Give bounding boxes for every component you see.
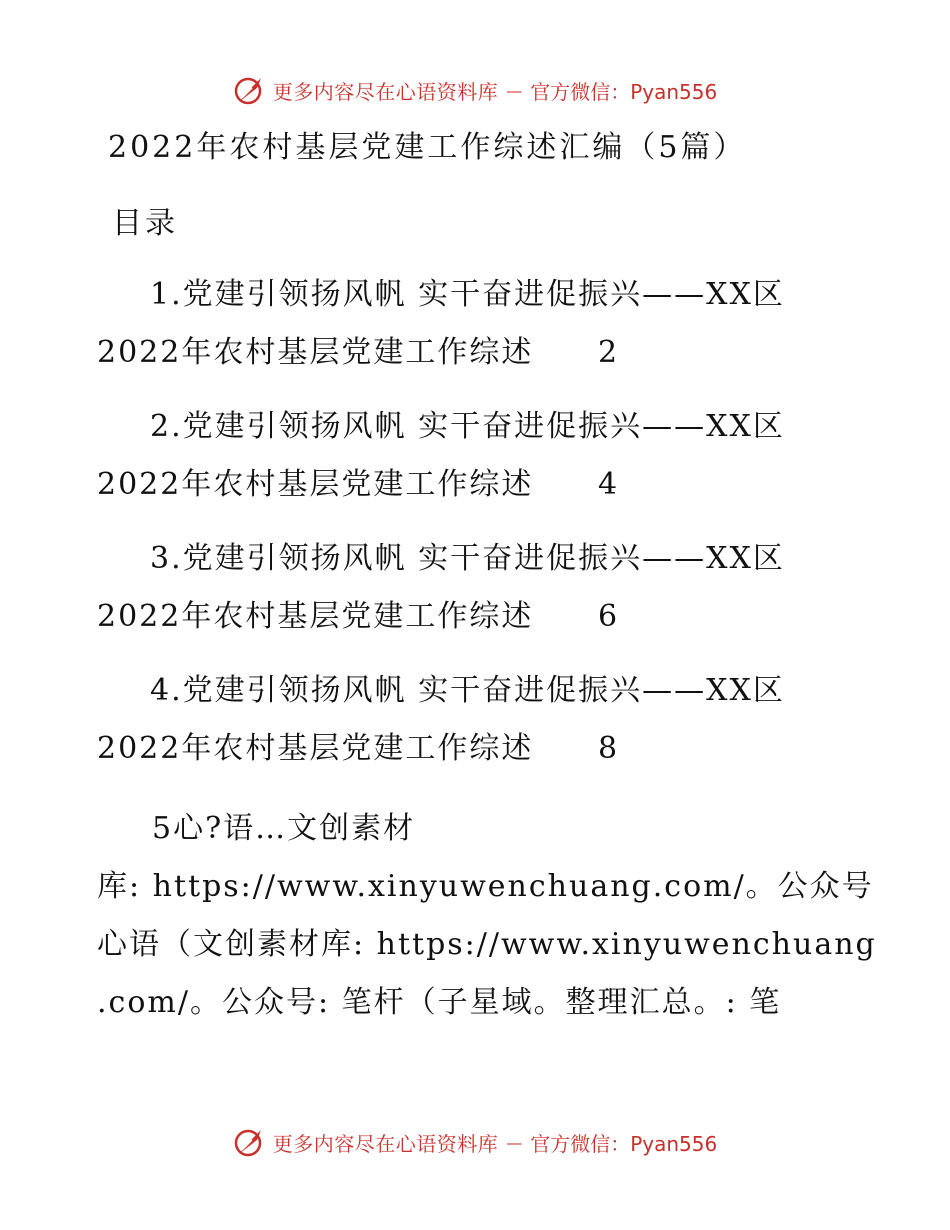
toc-item-subtitle: 2022年农村基层党建工作综述: [97, 731, 534, 766]
toc-item-page: 6: [598, 599, 618, 634]
banner-text: 更多内容尽在心语资料库: [272, 1131, 499, 1156]
toc-heading: 目录: [112, 206, 178, 241]
toc-item-title: 2.党建引领扬风帆 实干奋进促振兴——XX区: [150, 409, 785, 444]
toc-item[interactable]: [0, 402, 950, 534]
quill-logo-icon: [233, 74, 265, 106]
toc-item-subtitle: 2022年农村基层党建工作综述: [97, 335, 534, 370]
banner: [233, 74, 718, 106]
wechat-label: 官方微信：Pyan556: [530, 1131, 718, 1156]
toc-item-subtitle: 2022年农村基层党建工作综述: [97, 599, 534, 634]
banner-separator: —: [506, 80, 523, 100]
quill-logo-icon: [233, 1126, 265, 1158]
wechat-label: 官方微信：Pyan556: [530, 79, 718, 104]
document-title: 2022年农村基层党建工作综述汇编（5篇）: [108, 130, 747, 165]
banner-separator: —: [506, 1132, 523, 1152]
note-line: 心语（文创素材库: https://www.xinyuwenchuang: [97, 927, 877, 962]
toc-item[interactable]: [0, 270, 950, 402]
toc-item-page: 8: [598, 731, 618, 766]
source-note: [97, 800, 877, 1032]
note-line: 库: https://www.xinyuwenchuang.com/。公众号: [97, 869, 874, 904]
toc-item[interactable]: [0, 534, 950, 666]
banner-text: 更多内容尽在心语资料库: [272, 79, 499, 104]
toc-item-title: 1.党建引领扬风帆 实干奋进促振兴——XX区: [150, 277, 785, 312]
table-of-contents: [0, 270, 950, 798]
toc-item-subtitle: 2022年农村基层党建工作综述: [97, 467, 534, 502]
footer-banner: [0, 1122, 950, 1162]
toc-item-page: 2: [598, 335, 618, 370]
toc-item[interactable]: [0, 666, 950, 798]
toc-item-title: 3.党建引领扬风帆 实干奋进促振兴——XX区: [150, 541, 785, 576]
toc-item-title: 4.党建引领扬风帆 实干奋进促振兴——XX区: [150, 673, 785, 708]
note-line: .com/。公众号: 笔杆（子星域。整理汇总。: 笔: [97, 985, 782, 1020]
header-banner: [0, 70, 950, 110]
toc-item-page: 4: [598, 467, 618, 502]
note-lead: 5心?语…文创素材: [152, 811, 416, 846]
banner: [233, 1126, 718, 1158]
